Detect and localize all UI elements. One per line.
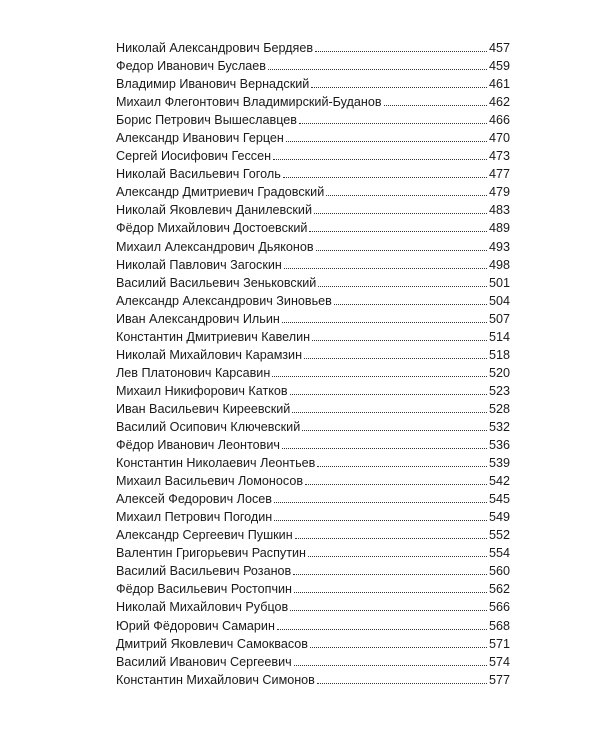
toc-entry bbox=[116, 310, 510, 328]
toc-entry-page-number: 520 bbox=[488, 365, 510, 380]
toc-entry bbox=[116, 238, 510, 256]
toc-entry bbox=[116, 111, 510, 129]
toc-entry-name: Юрий Фёдорович Самарин bbox=[116, 618, 275, 633]
toc-entry bbox=[116, 256, 510, 274]
toc-entry-name: Николай Александрович Бердяев bbox=[116, 41, 314, 55]
toc-entry-page-number: 493 bbox=[488, 239, 510, 254]
dot-leader bbox=[283, 177, 487, 178]
toc-entry-page-number: 560 bbox=[488, 564, 510, 579]
toc-entry-name: Михаил Александрович Дьяконов bbox=[116, 239, 314, 254]
toc-entry-page-number: 562 bbox=[488, 582, 510, 597]
dot-leader bbox=[309, 231, 487, 232]
toc-entry-page-number: 477 bbox=[488, 167, 510, 182]
toc-entry-name: Николай Васильевич Гоголь bbox=[116, 167, 281, 182]
toc-entry bbox=[116, 454, 510, 472]
toc-entry bbox=[116, 292, 510, 310]
dot-leader bbox=[294, 592, 487, 593]
toc-entry bbox=[116, 75, 510, 93]
dot-leader bbox=[274, 520, 487, 521]
toc-entry-page-number: 518 bbox=[488, 347, 510, 362]
toc-entry-name: Михаил Флегонтович Владимирский-Буданов bbox=[116, 95, 382, 110]
toc-entry-page-number: 571 bbox=[488, 636, 510, 651]
dot-leader bbox=[317, 683, 487, 684]
toc-entry-name: Сергей Иосифович Гессен bbox=[116, 149, 272, 164]
toc-entry bbox=[116, 617, 510, 635]
toc-entry-page-number: 554 bbox=[488, 546, 510, 561]
toc-entry bbox=[116, 129, 510, 147]
toc-entry-name: Константин Николаевич Леонтьев bbox=[116, 456, 316, 471]
dot-leader bbox=[293, 574, 487, 575]
toc-entry-name: Василий Осипович Ключевский bbox=[116, 419, 301, 434]
dot-leader bbox=[302, 430, 487, 431]
toc-entry-name: Николай Михайлович Рубцов bbox=[116, 600, 289, 615]
toc-entry-name: Николай Павлович Загоскин bbox=[116, 257, 282, 272]
toc-entry-page-number: 545 bbox=[488, 492, 510, 507]
dot-leader bbox=[314, 213, 487, 214]
toc-entry-name: Михаил Никифорович Катков bbox=[116, 383, 288, 398]
dot-leader bbox=[282, 322, 487, 323]
dot-leader bbox=[310, 647, 487, 648]
toc-entry bbox=[116, 364, 510, 382]
toc-entry-name: Василий Васильевич Зеньковский bbox=[116, 275, 317, 290]
toc-entry bbox=[116, 671, 510, 689]
toc-entry bbox=[116, 147, 510, 165]
dot-leader bbox=[312, 340, 487, 341]
toc-entry-page-number: 462 bbox=[488, 95, 510, 110]
dot-leader bbox=[294, 665, 487, 666]
toc-entry bbox=[116, 436, 510, 454]
toc-entry bbox=[116, 93, 510, 111]
toc-entry bbox=[116, 544, 510, 562]
toc-entry bbox=[116, 598, 510, 616]
toc-entry bbox=[116, 508, 510, 526]
dot-leader bbox=[277, 629, 487, 630]
toc-entry bbox=[116, 635, 510, 653]
dot-leader bbox=[311, 87, 487, 88]
toc-entry bbox=[116, 418, 510, 436]
toc-entry bbox=[116, 57, 510, 75]
dot-leader bbox=[292, 412, 487, 413]
toc-entry-name: Иван Васильевич Киреевский bbox=[116, 401, 291, 416]
toc-entry-name: Валентин Григорьевич Распутин bbox=[116, 546, 306, 561]
toc-entry-name: Василий Иванович Сергеевич bbox=[116, 654, 292, 669]
toc-entry-name: Федор Иванович Буслаев bbox=[116, 59, 266, 74]
dot-leader bbox=[308, 556, 487, 557]
toc-entry-page-number: 498 bbox=[488, 257, 510, 272]
toc-entry-name: Фёдор Иванович Леонтович bbox=[116, 438, 280, 453]
toc-entry-name: Иван Александрович Ильин bbox=[116, 311, 280, 326]
dot-leader bbox=[315, 51, 487, 52]
toc-entry-name: Александр Иванович Герцен bbox=[116, 131, 284, 146]
toc-entry-page-number: 504 bbox=[488, 293, 510, 308]
toc-entry-name: Владимир Иванович Вернадский bbox=[116, 77, 310, 92]
toc-entry-page-number: 507 bbox=[488, 311, 510, 326]
toc-entry bbox=[116, 219, 510, 237]
toc-entry-name: Фёдор Михайлович Достоевский bbox=[116, 221, 308, 236]
toc-entry-name: Александр Александрович Зиновьев bbox=[116, 293, 332, 308]
toc-entry-page-number: 549 bbox=[488, 510, 510, 525]
toc-entry bbox=[116, 201, 510, 219]
dot-leader bbox=[290, 394, 487, 395]
toc-entry-page-number: 470 bbox=[488, 131, 510, 146]
toc-entry-name: Михаил Васильевич Ломоносов bbox=[116, 474, 304, 489]
toc-entry-name: Николай Яковлевич Данилевский bbox=[116, 203, 312, 218]
dot-leader bbox=[326, 195, 487, 196]
toc-entry-name: Александр Дмитриевич Градовский bbox=[116, 185, 325, 200]
toc-entry bbox=[116, 472, 510, 490]
dot-leader bbox=[273, 159, 487, 160]
toc-entry-name: Лев Платонович Карсавин bbox=[116, 365, 271, 380]
toc-entry bbox=[116, 39, 510, 57]
toc-entry-page-number: 466 bbox=[488, 113, 510, 128]
toc-entry-page-number: 479 bbox=[488, 185, 510, 200]
toc-entry bbox=[116, 274, 510, 292]
toc-entry-name: Михаил Петрович Погодин bbox=[116, 510, 273, 525]
toc-entry-name: Дмитрий Яковлевич Самоквасов bbox=[116, 636, 308, 651]
dot-leader bbox=[304, 358, 487, 359]
toc-entry-page-number: 483 bbox=[488, 203, 510, 218]
toc-entry bbox=[116, 490, 510, 508]
dot-leader bbox=[384, 105, 487, 106]
toc-entry-page-number: 459 bbox=[488, 59, 510, 74]
toc-entry bbox=[116, 580, 510, 598]
toc-entry-name: Василий Васильевич Розанов bbox=[116, 564, 292, 579]
toc-entry-name: Константин Михайлович Симонов bbox=[116, 672, 315, 687]
dot-leader bbox=[334, 304, 487, 305]
toc-entry bbox=[116, 526, 510, 544]
dot-leader bbox=[272, 376, 487, 377]
dot-leader bbox=[290, 610, 487, 611]
toc-entry-page-number: 532 bbox=[488, 419, 510, 434]
toc-entry-page-number: 566 bbox=[488, 600, 510, 615]
toc-entry bbox=[116, 562, 510, 580]
toc-entry bbox=[116, 165, 510, 183]
dot-leader bbox=[316, 250, 487, 251]
toc-entry-page-number: 473 bbox=[488, 149, 510, 164]
toc-entry-page-number: 489 bbox=[488, 221, 510, 236]
dot-leader bbox=[299, 123, 487, 124]
dot-leader bbox=[295, 538, 487, 539]
dot-leader bbox=[268, 69, 487, 70]
toc-entry bbox=[116, 328, 510, 346]
toc-entry-page-number: 461 bbox=[488, 77, 510, 92]
dot-leader bbox=[305, 484, 487, 485]
dot-leader bbox=[318, 286, 487, 287]
toc-entry-page-number: 542 bbox=[488, 474, 510, 489]
dot-leader bbox=[317, 466, 487, 467]
toc-entry bbox=[116, 400, 510, 418]
toc-entry-page-number: 536 bbox=[488, 438, 510, 453]
toc-entry bbox=[116, 346, 510, 364]
toc-entry-page-number: 568 bbox=[488, 618, 510, 633]
toc-entry-page-number: 523 bbox=[488, 383, 510, 398]
toc-entry-name: Николай Михайлович Карамзин bbox=[116, 347, 303, 362]
table-of-contents bbox=[116, 39, 510, 689]
dot-leader bbox=[282, 448, 487, 449]
toc-entry-page-number: 514 bbox=[488, 329, 510, 344]
toc-entry-page-number: 457 bbox=[488, 41, 510, 55]
toc-entry-page-number: 528 bbox=[488, 401, 510, 416]
dot-leader bbox=[284, 268, 487, 269]
toc-entry-page-number: 501 bbox=[488, 275, 510, 290]
toc-entry bbox=[116, 653, 510, 671]
toc-entry-page-number: 574 bbox=[488, 654, 510, 669]
toc-entry bbox=[116, 382, 510, 400]
toc-entry-page-number: 577 bbox=[488, 672, 510, 687]
toc-entry-page-number: 552 bbox=[488, 528, 510, 543]
dot-leader bbox=[274, 502, 487, 503]
toc-entry-name: Александр Сергеевич Пушкин bbox=[116, 528, 293, 543]
toc-entry-name: Алексей Федорович Лосев bbox=[116, 492, 272, 507]
toc-entry bbox=[116, 183, 510, 201]
dot-leader bbox=[286, 141, 487, 142]
toc-entry-name: Фёдор Васильевич Ростопчин bbox=[116, 582, 293, 597]
toc-entry-page-number: 539 bbox=[488, 456, 510, 471]
toc-entry-name: Борис Петрович Вышеславцев bbox=[116, 113, 297, 128]
toc-entry-name: Константин Дмитриевич Кавелин bbox=[116, 329, 311, 344]
